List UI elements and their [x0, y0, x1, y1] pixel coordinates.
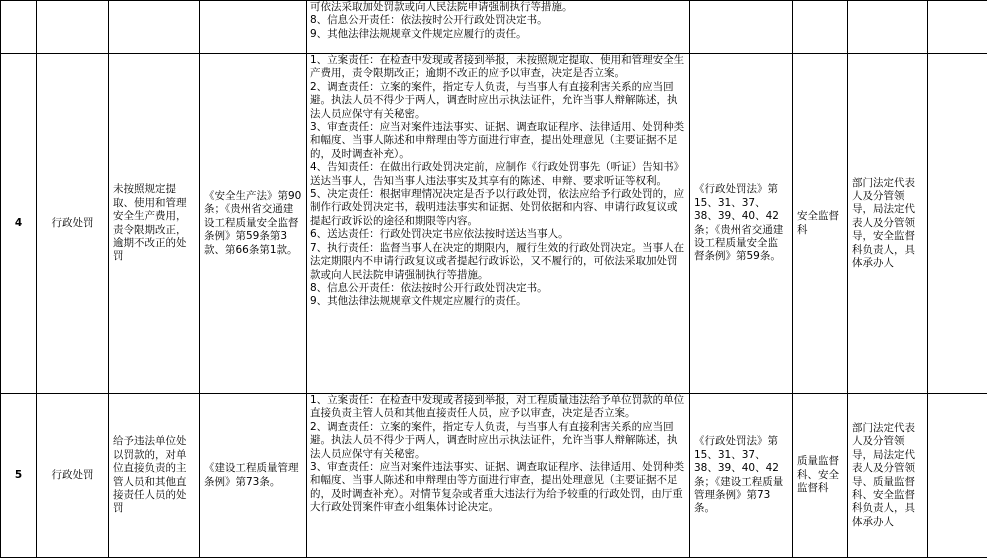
row-basis — [200, 1, 307, 54]
row-basis: 《建设工程质量管理条例》第73条。 — [200, 394, 307, 558]
row-category: 行政处罚 — [37, 394, 109, 558]
row-responsibilities — [307, 54, 690, 394]
responsibility-line: 6、送达责任：行政处罚决定书应依法按时送达当事人。 — [310, 228, 686, 241]
row-number: 4 — [1, 54, 37, 394]
responsibility-line: 4、告知责任：在做出行政处罚决定前，应制作《行政处罚事先（听证）告知书》送达当事人，告知当事人违法事实及其享有的陈述、申辩、要求听证等权利。 — [310, 161, 686, 188]
row-item: 给予违法单位处以罚款的，对单位直接负责的主管人员和其他直接责任人员的处罚 — [109, 394, 200, 558]
row-law: 《行政处罚法》第15、31、37、38、39、40、42条；《贵州省交通建设工程质量安全监督条例》第59条。 — [690, 54, 793, 394]
responsibility-line: 可依法采取加处罚款或向人民法院申请强制执行等措施。 — [310, 1, 686, 14]
table-row — [1, 394, 987, 558]
row-law: 《行政处罚法》第15、31、37、38、39、40、42条；《建设工程质量管理条例》第73条。 — [690, 394, 793, 558]
responsibility-line: 7、执行责任：监督当事人在决定的期限内，履行生效的行政处罚决定。当事人在法定期限内不申请行政复议或者提起行政诉讼，又不履行的，可依法采取加处罚款或向人民法院申请强制执行等措施。 — [310, 242, 686, 282]
row-remark — [928, 394, 987, 558]
responsibility-line: 1、立案责任：在检查中发现或者接到举报，对工程质量违法给予单位罚款的单位直接负责主管人员和其他直接责任人员，应予以审查，决定是否立案。 — [310, 394, 686, 421]
row-responsibilities — [307, 1, 690, 54]
responsibility-line: 8、信息公开责任：依法按时公开行政处罚决定书。 — [310, 282, 686, 295]
row-basis: 《安全生产法》第90条；《贵州省交通建设工程质量安全监督条例》第59条第3款、第66条第1款。 — [200, 54, 307, 394]
row-responsible-person: 部门法定代表人及分管领导，局法定代表人及分管领导，安全监督科负责人，具体承办人 — [848, 54, 928, 394]
row-responsible-person: 部门法定代表人及分管领导，局法定代表人及分管领导、质量监督科、安全监督科负责人，具体承办人 — [848, 394, 928, 558]
row-responsible-person — [848, 1, 928, 54]
responsibility-line: 9、其他法律法规规章文件规定应履行的责任。 — [310, 295, 686, 308]
row-item: 未按照规定提取、使用和管理安全生产费用，责令限期改正，逾期不改正的处罚 — [109, 54, 200, 394]
row-number: 5 — [1, 394, 37, 558]
row-department: 质量监督科、安全监督科 — [793, 394, 848, 558]
table-row — [1, 1, 987, 54]
row-remark — [928, 1, 987, 54]
table-row — [1, 54, 987, 394]
responsibility-line: 8、信息公开责任：依法按时公开行政处罚决定书。 — [310, 14, 686, 27]
responsibility-line: 5、决定责任：根据审理情况决定是否予以行政处罚，依法应给予行政处罚的，应制作行政处罚决定书，载明违法事实和证据、处罚依据和内容、申请行政复议或提起行政诉讼的途径和期限等内容。 — [310, 188, 686, 228]
responsibility-line: 3、审查责任：应当对案件违法事实、证据、调查取证程序、法律适用、处罚种类和幅度、当事人陈述和申辩理由等方面进行审查，提出处理意见（主要证据不足的，及时调查补充）。对情节复杂或者重大违法行为给予较重的行政处罚，由厅重大行政处罚案件审查小组集体讨论决定。 — [310, 461, 686, 515]
row-department — [793, 1, 848, 54]
row-law — [690, 1, 793, 54]
row-category — [37, 1, 109, 54]
row-department: 安全监督科 — [793, 54, 848, 394]
responsibility-line: 9、其他法律法规规章文件规定应履行的责任。 — [310, 28, 686, 41]
responsibility-line: 2、调查责任：立案的案件，指定专人负责，与当事人有直接利害关系的应当回避。执法人员不得少于两人，调查时应出示执法证件，允许当事人辩解陈述，执法人员应保守有关秘密。 — [310, 81, 686, 121]
row-category: 行政处罚 — [37, 54, 109, 394]
responsibility-line: 3、审查责任：应当对案件违法事实、证据、调查取证程序、法律适用、处罚种类和幅度、当事人陈述和申辩理由等方面进行审查，提出处理意见（主要证据不足的，及时调查补充）。 — [310, 121, 686, 161]
row-number — [1, 1, 37, 54]
responsibility-line: 2、调查责任：立案的案件，指定专人负责，与当事人有直接利害关系的应当回避。执法人员不得少于两人，调查时应出示执法证件，允许当事人辩解陈述，执法人员应保守有关秘密。 — [310, 421, 686, 461]
responsibility-line: 1、立案责任：在检查中发现或者接到举报，未按照规定提取、使用和管理安全生产费用，责令限期改正；逾期不改正的应予以审查，决定是否立案。 — [310, 54, 686, 81]
row-responsibilities — [307, 394, 690, 558]
row-item — [109, 1, 200, 54]
row-remark — [928, 54, 987, 394]
